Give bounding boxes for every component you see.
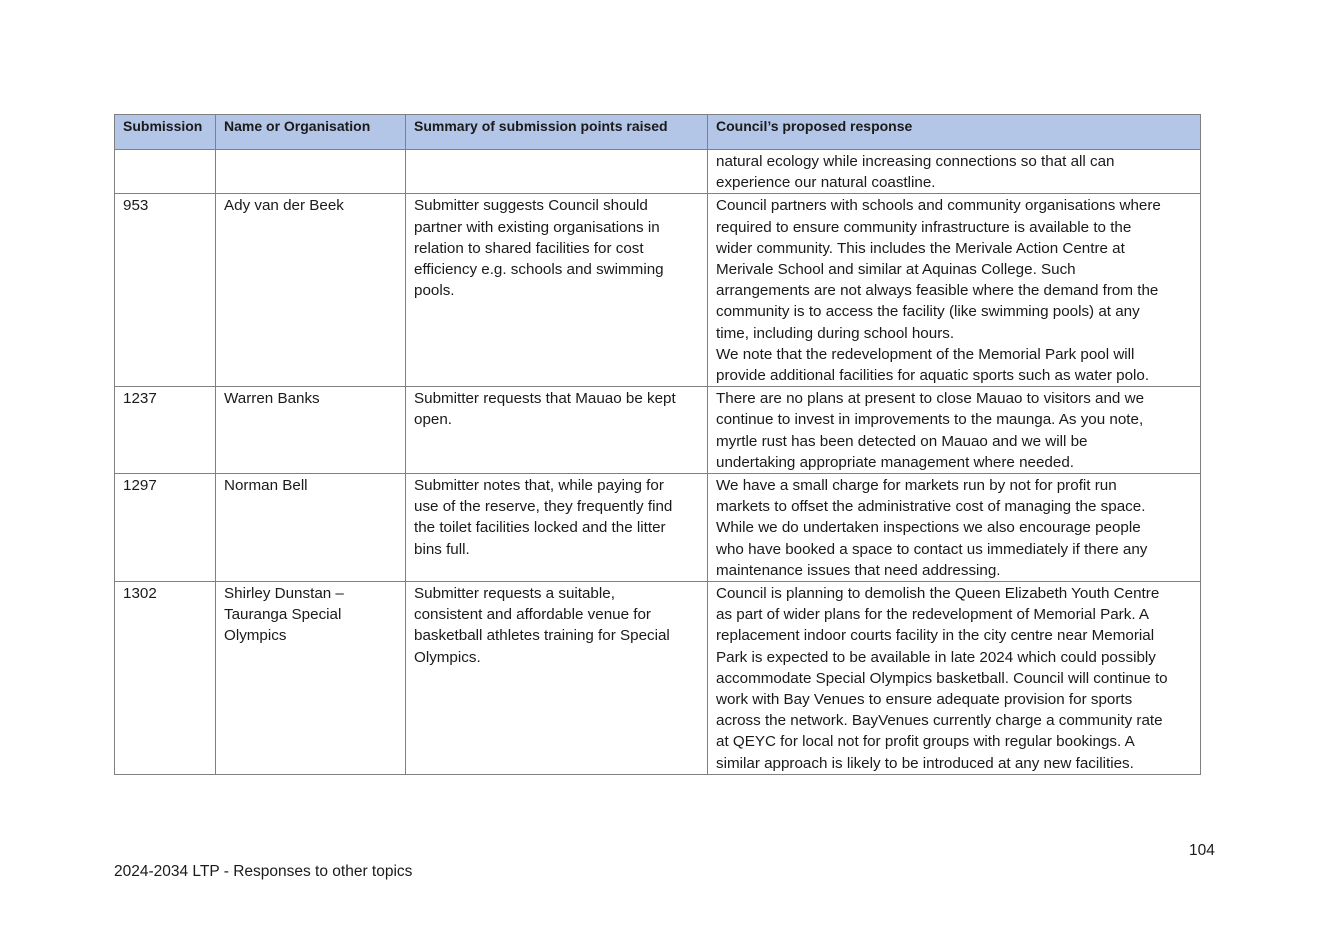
cell-name: Norman Bell	[216, 474, 406, 582]
cell-summary	[406, 150, 708, 194]
cell-submission: 1302	[115, 582, 216, 775]
cell-response: There are no plans at present to close Mauao to visitors and we continue to invest in improvements to the maunga. As you note, myrtle rust has been detected on Mauao and we will be undertaking appropriate management where needed.	[708, 387, 1201, 474]
cell-response: We have a small charge for markets run by not for profit run markets to offset the administrative cost of managing the space. While we do undertaken inspections we also encourage people who have booked a space to contact us immediately if there any maintenance issues that need addressing.	[708, 474, 1201, 582]
header-name-or-organisation: Name or Organisation	[216, 115, 406, 150]
footer-document-title: 2024-2034 LTP - Responses to other topics	[114, 863, 413, 880]
cell-response: Council partners with schools and community organisations where required to ensure community infrastructure is available to the wider community. This includes the Merivale Action Centre at Merivale School and similar at Aquinas College. Such arrangements are not always feasible where the demand from the community is to access the facility (like swimming pools) at any time, including during school hours. We note that the redevelopment of the Memorial Park pool will provide additional facilities for aquatic sports such as water polo.	[708, 194, 1201, 387]
table-row	[115, 474, 1201, 582]
table-row	[115, 194, 1201, 387]
table-row	[115, 582, 1201, 775]
table-row	[115, 150, 1201, 194]
cell-name	[216, 150, 406, 194]
cell-response: Council is planning to demolish the Queen Elizabeth Youth Centre as part of wider plans for the redevelopment of Memorial Park. A replacement indoor courts facility in the city centre near Memorial Park is expected to be available in late 2024 which could possibly accommodate Special Olympics basketball. Council will continue to work with Bay Venues to ensure adequate provision for sports across the network. BayVenues currently charge a community rate at QEYC for local not for profit groups with regular bookings. A similar approach is likely to be introduced at any new facilities.	[708, 582, 1201, 775]
cell-summary: Submitter requests a suitable, consistent and affordable venue for basketball athletes training for Special Olympics.	[406, 582, 708, 775]
header-council-response: Council’s proposed response	[708, 115, 1201, 150]
cell-name: Ady van der Beek	[216, 194, 406, 387]
submissions-table	[114, 114, 1201, 775]
table-header-row	[115, 115, 1201, 150]
cell-summary: Submitter notes that, while paying for use of the reserve, they frequently find the toilet facilities locked and the litter bins full.	[406, 474, 708, 582]
cell-name: Warren Banks	[216, 387, 406, 474]
cell-summary: Submitter requests that Mauao be kept open.	[406, 387, 708, 474]
header-summary: Summary of submission points raised	[406, 115, 708, 150]
cell-submission: 1297	[115, 474, 216, 582]
cell-response: natural ecology while increasing connections so that all can experience our natural coastline.	[708, 150, 1201, 194]
cell-name: Shirley Dunstan – Tauranga Special Olympics	[216, 582, 406, 775]
table-row	[115, 387, 1201, 474]
cell-submission: 953	[115, 194, 216, 387]
header-submission: Submission	[115, 115, 216, 150]
page-number: 104	[1189, 842, 1215, 859]
cell-summary: Submitter suggests Council should partner with existing organisations in relation to shared facilities for cost efficiency e.g. schools and swimming pools.	[406, 194, 708, 387]
cell-submission	[115, 150, 216, 194]
cell-submission: 1237	[115, 387, 216, 474]
